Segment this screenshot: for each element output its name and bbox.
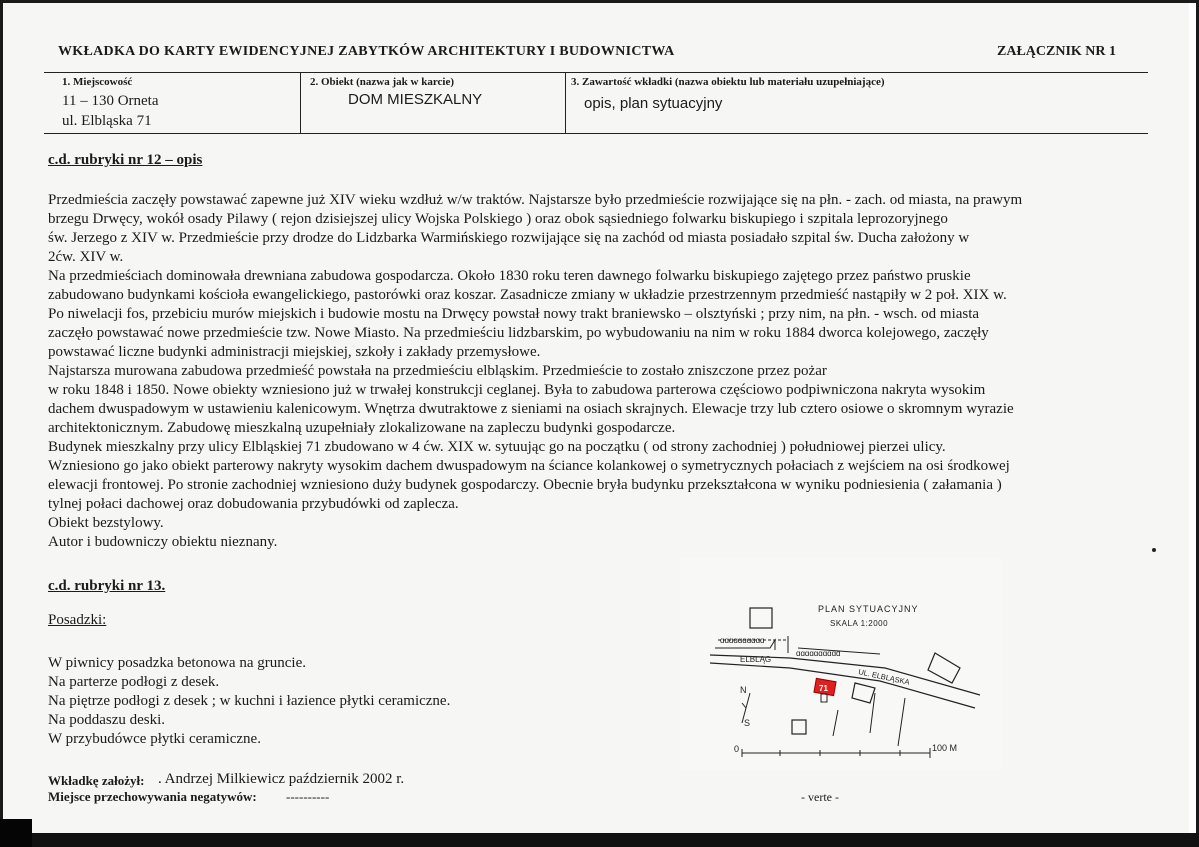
locality-postcode: 11 – 130 Orneta: [62, 93, 159, 109]
verte-note: - verte -: [801, 790, 839, 804]
content-label: 3. Zawartość wkładki (nazwa obiektu lub materiału uzupełniające): [571, 76, 885, 88]
list-item: Na parterze podłogi z desek.: [48, 674, 220, 690]
parcel-boundary: [898, 698, 905, 746]
street-west-label: ELBLĄG: [740, 655, 772, 664]
floors-subheading: Posadzki:: [48, 612, 107, 628]
building-outline: [750, 608, 772, 628]
list-item: W przybudówce płytki ceramiczne.: [48, 731, 261, 747]
north-label: N: [740, 685, 747, 695]
document-title: WKŁADKA DO KARTY EWIDENCYJNEJ ZABYTKÓW ARCHITEKTURY I BUDOWNICTWA: [58, 44, 675, 59]
plan-scale: SKALA 1:2000: [830, 619, 889, 628]
text-line: architektonicznym. Zabudowę mieszkalną uzupełniały zlokalizowane na zapleczu budynki gospodarcze.: [48, 420, 676, 436]
scale-start: 0: [734, 744, 740, 754]
text-line: zaczęło powstawać nowe przedmieście tzw. Nowe Miasto. Na przedmieściu lidzbarskim, po wybudowaniu na nim w roku 1884 dworca kolejowego, zaczęły: [48, 325, 989, 341]
street-south-edge: [710, 663, 975, 708]
building-row-west: ɑɑɑɑɑɑɑɑɑɑ: [720, 636, 765, 645]
text-line: w roku 1848 i 1850. Nowe obiekty wzniesiono już w trwałej konstrukcji ceglanej. Była to zabudowa parterowa częściowo podpiwniczona nakryta wysokim: [48, 382, 986, 398]
author-label: Wkładkę założył:: [48, 773, 145, 788]
plan-title: PLAN SYTUACYJNY: [818, 604, 919, 614]
house-number: 71: [819, 684, 828, 693]
scan-corner: [0, 819, 32, 847]
table-divider-2: [565, 72, 566, 133]
object-label: 2. Obiekt (nazwa jak w karcie): [310, 76, 455, 88]
building-outline: [852, 683, 875, 703]
text-line: zabudowano budynkami kościoła ewangelickiego, pastorówki oraz koszar. Zasadnicze zmiany w układzie przestrzennym przedmieść nastąpiły w 2 poł. XIX w.: [48, 287, 1007, 303]
section-13-heading: c.d. rubryki nr 13.: [48, 578, 166, 594]
locality-label: 1. Miejscowość: [62, 76, 133, 88]
text-line: Na przedmieściach dominowała drewniana zabudowa gospodarcza. Około 1830 roku teren dawnego folwarku biskupiego zajętego przez państwo pruskie: [48, 268, 971, 284]
storage-value: ----------: [286, 789, 330, 804]
scan-border: [0, 833, 1199, 847]
scan-speck: [1152, 548, 1156, 552]
text-line: Przedmieścia zaczęły powstawać zapewne już XIV wieku wzdłuż w/w traktów. Najstarsze było przedmieście rozwijające się na płn. - zach. od miasta, na prawym: [48, 192, 1023, 208]
site-plan: [680, 558, 1002, 770]
building-outline: [792, 720, 806, 734]
list-item: Na poddaszu deski.: [48, 712, 166, 728]
locality-street: ul. Elbląska 71: [62, 113, 152, 129]
page-edge: [1189, 3, 1196, 833]
text-line: Po niwelacji fos, przebiciu murów miejskich i budowie mostu na Drwęcy powstał nowy trakt braniewsko – olsztyński ; przy nim, na płn. - wsch. od miasta: [48, 306, 980, 322]
street-name-label: UL. ELBLĄSKA: [857, 667, 911, 687]
text-line: elewacji frontowej. Po stronie zachodniej wzniesiono duży budynek gospodarczy. Obecnie bryła budynku przekształcona w wyniku podniesienia ( załamania ): [48, 477, 1002, 493]
section-12-heading: c.d. rubryki nr 12 – opis: [48, 152, 203, 168]
list-item: Na piętrze podłogi z desek ; w kuchni i łazience płytki ceramiczne.: [48, 693, 451, 709]
table-top-rule: [44, 72, 1148, 73]
parcel-boundary: [833, 710, 838, 736]
text-line: Najstarsza murowana zabudowa przedmieść powstała na przedmieściu elbląskim. Przedmieście to zostało zniszczone przez pożar: [48, 363, 827, 379]
table-divider-1: [300, 72, 301, 133]
site-plan-drawing: [680, 558, 1002, 770]
text-line: Budynek mieszkalny przy ulicy Elbląskiej 71 zbudowano w 4 ćw. XIX w. sytuując go na początku ( od strony zachodniej ) południowej pierzei ulicy.: [48, 439, 946, 455]
text-line: brzegu Drwęcy, wokół osady Pilawy ( rejon dzisiejszej ulicy Wojska Polskiego ) oraz obok sąsiedniego folwarku biskupiego i szpitala leprozoryjnego: [48, 211, 948, 227]
author-value: . Andrzej Milkiewicz październik 2002 r.: [158, 771, 405, 787]
content-value: opis, plan sytuacyjny: [584, 95, 723, 112]
text-line: tylnej połaci dachowej oraz dobudowania przybudówki od zaplecza.: [48, 496, 459, 512]
text-line: Autor i budowniczy obiektu nieznany.: [48, 534, 278, 550]
storage-label: Miejsce przechowywania negatywów:: [48, 789, 257, 804]
text-line: 2ćw. XIV w.: [48, 249, 124, 265]
text-line: dachem dwuspadowym w ustawieniu kalenicowym. Wnętrza dwutraktowe z sieniami na osiach skrajnych. Elewacje trzy lub cztero osiowe o skromnym wyrazie: [48, 401, 1014, 417]
text-line: św. Jerzego z XIV w. Przedmieście przy drodze do Lidzbarka Warmińskiego rozwijające się na zachód od miasta posiadało szpital św. Ducha założony w: [48, 230, 970, 246]
text-line: Wzniesiono go jako obiekt parterowy nakryty wysokim dachem dwuspadowym na ściance kolankowej o symetrycznych połaciach z wejściem na osi środkowej: [48, 458, 1010, 474]
scale-end: 100 M: [932, 743, 958, 753]
text-line: Obiekt bezstylowy.: [48, 515, 164, 531]
text-line: powstawać liczne budynki administracji miejskiej, szkoły i zakłady przemysłowe.: [48, 344, 541, 360]
table-bottom-rule: [44, 133, 1148, 134]
annex-outline: [821, 694, 827, 702]
south-label: S: [744, 718, 751, 728]
object-name: DOM MIESZKALNY: [348, 91, 483, 108]
building-outline: [928, 653, 960, 683]
list-item: W piwnicy posadzka betonowa na gruncie.: [48, 655, 306, 671]
annex-number: ZAŁĄCZNIK NR 1: [997, 44, 1117, 59]
building-row-east-marks: ɑɑɑɑɑɑɑɑɑɑ: [796, 649, 841, 658]
